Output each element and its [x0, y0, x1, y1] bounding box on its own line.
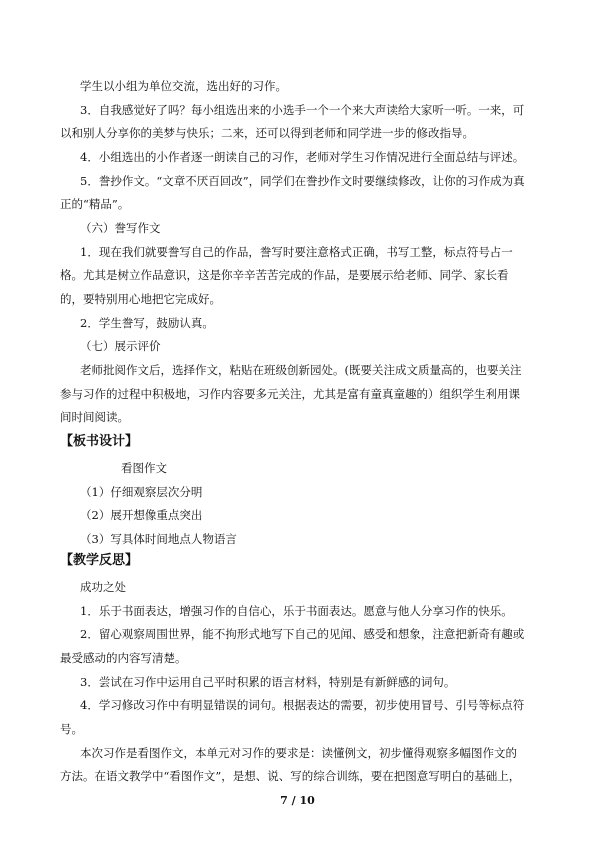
board-title: 看图作文 [121, 461, 167, 475]
paragraph-line: 2．学生誊写，鼓励认真。 [80, 316, 214, 330]
paragraph-line: 号。 [60, 722, 83, 736]
paragraph-line: 间时间阅读。 [60, 410, 129, 424]
teaching-reflection-heading: 【教学反思】 [60, 553, 139, 568]
board-item: （1）仔细观察层次分明 [80, 485, 203, 499]
paragraph-line: 3．尝试在习作中运用自己平时积累的语言材料，特别是有新鲜感的词句。 [80, 675, 456, 689]
paragraph-line: 1．乐于书面表达，增强习作的自信心，乐于书面表达。愿意与他人分享习作的快乐。 [80, 604, 513, 618]
paragraph-line: 的，要特别用心地把它完成好。 [60, 292, 221, 306]
section-title: （七）展示评价 [80, 339, 161, 353]
paragraph-line: 老师批阅作文后，选择作文，粘贴在班级创新园处。(既要关注成文质量高的，也要关注 [80, 363, 522, 377]
paragraph-line: 以和别人分享你的美梦与快乐；二来，还可以得到老师和同学进一步的修改指导。 [60, 126, 474, 140]
paragraph-line: 学生以小组为单位交流，选出好的习作。 [80, 79, 287, 93]
paragraph-line: 3．自我感觉好了吗？每小组选出来的小选手一个一个来大声读给大家听一听。一来，可 [80, 103, 525, 117]
paragraph-line: 4．小组选出的小作者逐一朗读自己的习作，老师对学生习作情况进行全面总结与评述。 [80, 150, 525, 164]
paragraph-line: 成功之处 [80, 580, 126, 594]
paragraph-line: 最受感动的内容写清楚。 [60, 651, 187, 665]
board-design-heading: 【板书设计】 [60, 434, 139, 449]
paragraph-line: 5．誊抄作文。“文章不厌百回改”，同学们在誊抄作文时要继续修改，让你的习作成为真 [80, 174, 525, 188]
paragraph-line: 格。尤其是树立作品意识，这是你辛辛苦苦完成的作品，是要展示给老师、同学、家长看 [60, 268, 509, 282]
paragraph-line: 2．留心观察周围世界，能不拘形式地写下自己的见闻、感受和想象，注意把新奇有趣或 [80, 627, 525, 641]
paragraph-line: 1．现在我们就要誊写自己的作品，誊写时要注意格式正确，书写工整，标点符号占一 [80, 245, 513, 259]
paragraph-line: 正的“精品”。 [60, 197, 130, 211]
paragraph-line: 本次习作是看图作文，本单元对习作的要求是：读懂例文，初步懂得观察多幅图作文的 [80, 746, 517, 760]
paragraph-line: 4．学习修改习作中有明显错误的词句。根据表达的需要，初步使用冒号、引号等标点符 [80, 698, 525, 712]
board-item: （3）写具体时间地点人物语言 [80, 532, 237, 546]
section-title: （六）誊写作文 [80, 221, 161, 235]
board-item: （2）展开想像重点突出 [80, 508, 203, 522]
paragraph-line: 参与习作的过程中积极地，习作内容要多元关注，尤其是富有童真童趣的）组织学生利用课 [60, 387, 520, 401]
page-number: 7 / 10 [280, 794, 315, 807]
paragraph-line: 方法。在语文教学中“看图作文”，是想、说、写的综合训练，要在把图意写明白的基础上， [60, 769, 521, 783]
